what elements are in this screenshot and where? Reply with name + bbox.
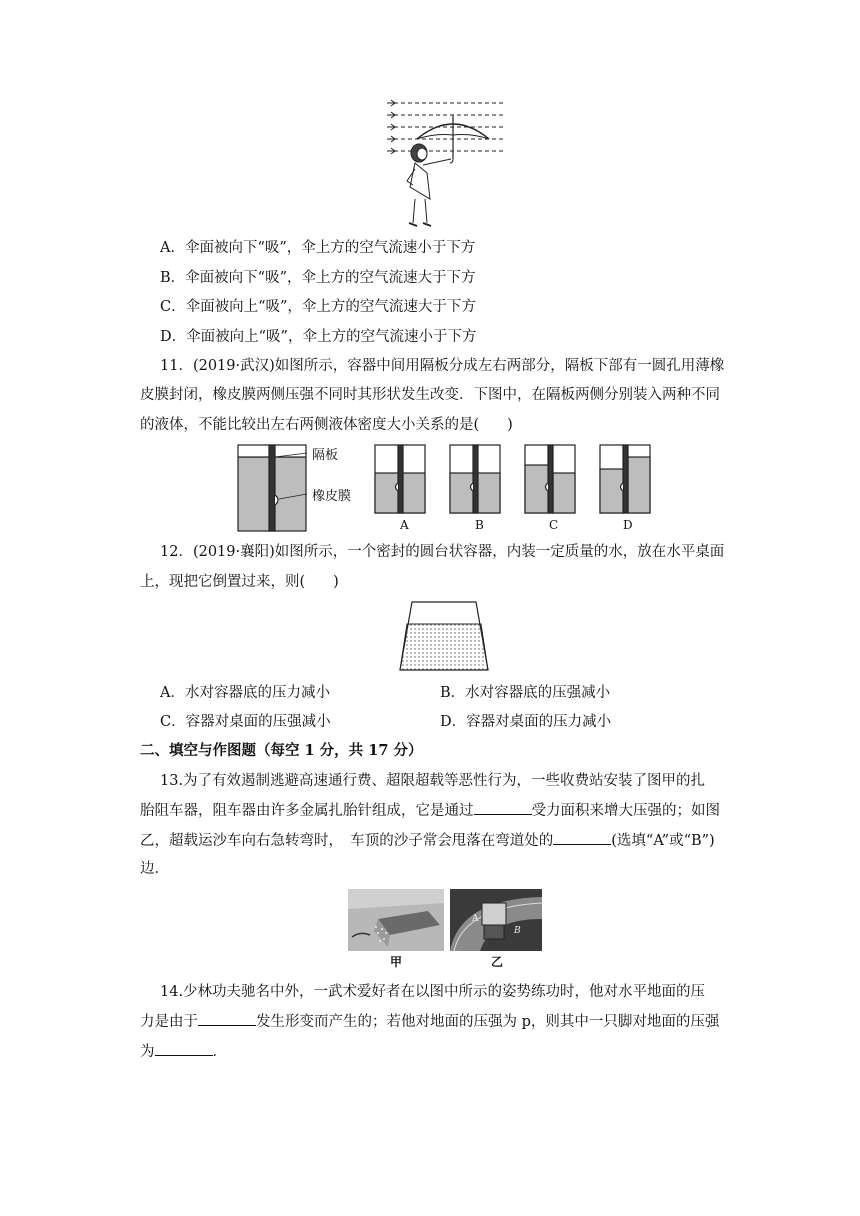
choice-label-b: B [475,518,484,532]
q13-line-1: 13.为了有效遏制逃避高速通行费、超限超载等恶性行为，一些收费站安装了图甲的扎 [160,773,706,789]
label-membrane: 橡皮膜 [312,489,352,504]
section-2-heading: 二、填空与作图题（每空 1 分，共 17 分） [140,742,423,759]
choice-label-c: C [549,518,559,532]
choice-label-a: A [400,518,409,532]
q14-line-3-start: 为 [140,1044,155,1060]
partition-container-figure [235,443,655,535]
q11-stem-end: 的液体，不能比较出左右两侧液体密度大小关系的是( [140,417,480,433]
q13-blank-1 [474,800,532,815]
q11-line-3 [140,415,513,435]
q11-line-1: 11．(2019·武汉)如图所示，容器中间用隔板分成左右两部分，隔板下部有一圆孔用薄橡 [160,358,725,374]
q14-line-3-end: ． [212,1044,227,1060]
q10-option-a: A．伞面被向下“吸”，伞上方的空气流速小于下方 [160,240,476,256]
q12-close-paren: ) [333,574,339,590]
truck-curve-photo [450,889,542,951]
q10-option-d: D．伞面被向上“吸”，伞上方的空气流速小于下方 [160,329,477,345]
q13-line-4: 边． [140,861,169,877]
q11-line-2: 皮膜封闭，橡皮膜两侧压强不同时其形状发生改变．下图中，在隔板两侧分别装入两种不同 [140,387,720,403]
q13-line-2-start: 胎阻车器，阻车器由许多金属扎胎针组成，它是通过 [140,803,474,819]
choice-label-d: D [623,518,633,532]
q14-line-2-end: 发生形变而产生的；若他对地面的压强为 p，则其中一只脚对地面的压强 [256,1014,720,1030]
road-spike-photo [348,889,444,951]
q10-option-c: C．伞面被向上“吸”，伞上方的空气流速大于下方 [160,299,476,315]
q14-line-1: 14.少林功夫驰名中外，一武术爱好者在以图中所示的姿势练功时，他对水平地面的压 [160,984,706,1000]
q12-stem-end: 上，现把它倒置过来，则( [140,574,306,590]
q14-line-2-start: 力是由于 [140,1014,198,1030]
frustum-container-figure [398,600,490,672]
photo-mark-a: A [472,914,479,924]
umbrella-wind-figure [385,95,510,235]
q12-line-2 [140,572,339,592]
q13-line-3-end: (选填“A”或“B”) [611,833,715,849]
q13-line-2 [140,800,720,821]
q11-close-paren: ) [507,417,513,433]
caption-right: 乙 [491,955,504,969]
q14-blank-2 [155,1041,213,1056]
photo-mark-b: B [514,926,521,936]
q14-blank-1 [198,1011,256,1026]
q13-blank-2 [553,830,611,845]
q13-line-3-start: 乙，超载运沙车向右急转弯时， 车顶的沙子常会甩落在弯道处的 [140,833,554,849]
q14-line-3 [140,1041,227,1062]
q12-option-a: A．水对容器底的压力减小 [160,685,330,701]
label-partition: 隔板 [312,448,339,463]
caption-left: 甲 [390,955,403,969]
q13-line-2-end: 受力面积来增大压强的；如图 [531,803,720,819]
q12-option-b: B．水对容器底的压强减小 [440,685,611,701]
q10-option-b: B．伞面被向下“吸”，伞上方的空气流速大于下方 [160,270,476,286]
q14-line-2 [140,1011,719,1032]
q12-option-c: C．容器对桌面的压强减小 [160,714,331,730]
q12-line-1: 12．(2019·襄阳)如图所示，一个密封的圆台状容器，内装一定质量的水，放在水平桌面 [160,544,725,560]
q13-line-3 [140,830,715,851]
q12-option-d: D．容器对桌面的压力减小 [440,714,612,730]
